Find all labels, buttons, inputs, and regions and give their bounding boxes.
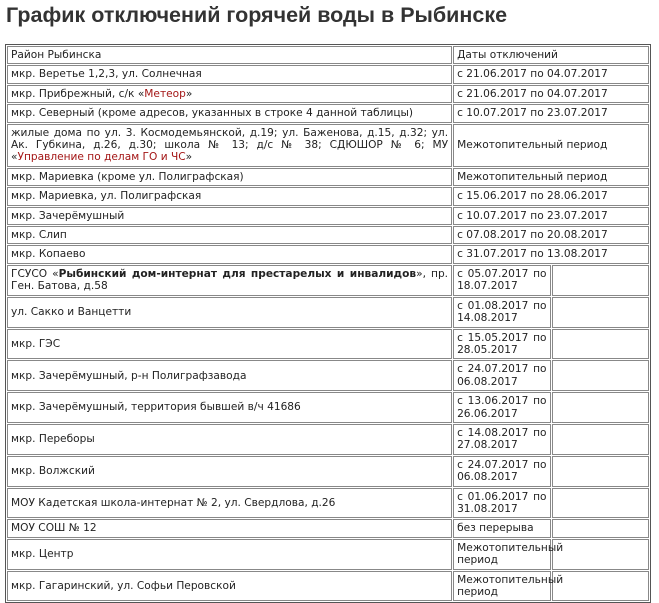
page-title: График отключений горячей воды в Рыбинске (6, 3, 508, 27)
dates-cell: с 15.05.2017 по 28.05.2017 (453, 329, 550, 360)
table-row (7, 456, 649, 487)
district-cell: жилые дома по ул. 3. Космодемьянской, д.19; ул. Баженова, д.15, д.32; ул. Ак. Губкина, д.26, д.30; школа № 13; д/с № 38; СДЮШОР № 6; МУ «Управление по делам ГО и ЧС» (7, 124, 452, 167)
table-row (7, 488, 649, 519)
district-cell: мкр. Зачерёмушный (7, 207, 452, 225)
shutdown-schedule-table (5, 44, 651, 603)
table-row (7, 265, 649, 296)
dates-cell: с 01.08.2017 по 14.08.2017 (453, 297, 550, 328)
dates-cell: с 07.08.2017 по 20.08.2017 (453, 226, 649, 244)
empty-cell (552, 360, 649, 391)
district-cell: мкр. Веретье 1,2,3, ул. Солнечная (7, 65, 452, 83)
district-cell: мкр. Переборы (7, 424, 452, 455)
dates-cell: Межотопительный период (453, 539, 550, 570)
district-cell: ул. Сакко и Ванцетти (7, 297, 452, 328)
district-cell: МОУ Кадетская школа-интернат № 2, ул. Свердлова, д.26 (7, 488, 452, 519)
empty-cell (552, 329, 649, 360)
empty-cell (552, 519, 649, 537)
dates-cell: Межотопительный период (453, 571, 550, 602)
table-row (7, 519, 649, 537)
district-cell: мкр. ГЭС (7, 329, 452, 360)
empty-cell (552, 297, 649, 328)
dates-cell: с 31.07.2017 по 13.08.2017 (453, 245, 649, 263)
dates-cell: с 14.08.2017 по 27.08.2017 (453, 424, 550, 455)
dates-cell: Межотопительный период (453, 124, 649, 167)
table-row (7, 187, 649, 205)
dates-cell: с 24.07.2017 по 06.08.2017 (453, 360, 550, 391)
district-cell: мкр. Копаево (7, 245, 452, 263)
district-cell: мкр. Мариевка (кроме ул. Полиграфская) (7, 168, 452, 186)
empty-cell (552, 265, 649, 296)
dates-cell: без перерыва (453, 519, 550, 537)
table-row (7, 329, 649, 360)
meteor-link[interactable]: Метеор (144, 87, 186, 100)
district-cell: мкр. Мариевка, ул. Полиграфская (7, 187, 452, 205)
empty-cell (552, 488, 649, 519)
dates-cell: с 21.06.2017 по 04.07.2017 (453, 85, 649, 103)
table-row (7, 104, 649, 122)
empty-cell (552, 456, 649, 487)
header-row (7, 46, 649, 64)
district-cell: мкр. Зачерёмушный, территория бывшей в/ч 41686 (7, 392, 452, 423)
district-cell: мкр. Гагаринский, ул. Софьи Перовской (7, 571, 452, 602)
table-row (7, 85, 649, 103)
table-row (7, 65, 649, 83)
table-row (7, 245, 649, 263)
district-cell: ГСУСО «Рыбинский дом-интернат для престарелых и инвалидов», пр. Ген. Батова, д.58 (7, 265, 452, 296)
district-cell: мкр. Северный (кроме адресов, указанных в строке 4 данной таблицы) (7, 104, 452, 122)
district-header: Район Рыбинска (7, 46, 452, 64)
dates-cell: с 13.06.2017 по 26.06.2017 (453, 392, 550, 423)
dates-cell: с 21.06.2017 по 04.07.2017 (453, 65, 649, 83)
go-chs-link[interactable]: Управление по делам ГО и ЧС (17, 151, 186, 164)
dates-cell: с 10.07.2017 по 23.07.2017 (453, 207, 649, 225)
district-cell: мкр. Слип (7, 226, 452, 244)
table-row (7, 124, 649, 167)
empty-cell (552, 392, 649, 423)
empty-cell (552, 571, 649, 602)
district-cell: мкр. Центр (7, 539, 452, 570)
table-row (7, 207, 649, 225)
table-row (7, 297, 649, 328)
dates-cell: с 10.07.2017 по 23.07.2017 (453, 104, 649, 122)
dates-header: Даты отключений (453, 46, 649, 64)
table-row (7, 424, 649, 455)
district-cell: мкр. Зачерёмушный, р-н Полиграфзавода (7, 360, 452, 391)
table-row (7, 226, 649, 244)
district-cell: мкр. Прибрежный, с/к «Метеор» (7, 85, 452, 103)
table-row (7, 168, 649, 186)
district-cell: мкр. Волжский (7, 456, 452, 487)
dates-cell: с 05.07.2017 по 18.07.2017 (453, 265, 550, 296)
dates-cell: Межотопительный период (453, 168, 649, 186)
empty-cell (552, 539, 649, 570)
district-cell: МОУ СОШ № 12 (7, 519, 452, 537)
dates-cell: с 15.06.2017 по 28.06.2017 (453, 187, 649, 205)
table-row (7, 539, 649, 570)
empty-cell (552, 424, 649, 455)
table-row (7, 360, 649, 391)
dates-cell: с 24.07.2017 по 06.08.2017 (453, 456, 550, 487)
table-row (7, 571, 649, 602)
table-row (7, 392, 649, 423)
dates-cell: с 01.06.2017 по 31.08.2017 (453, 488, 550, 519)
